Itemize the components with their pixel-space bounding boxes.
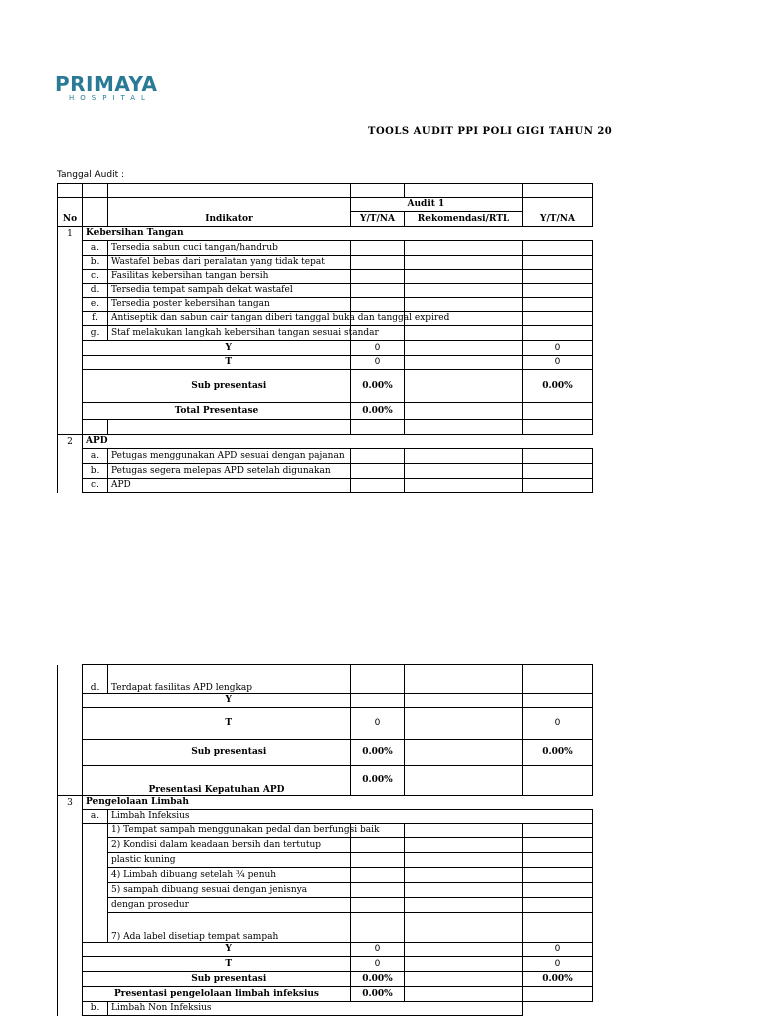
answer-cell-2[interactable] xyxy=(523,853,593,868)
blank-cell xyxy=(58,341,83,356)
y-value: 0 xyxy=(351,943,405,957)
item-text: Tersedia poster kebersihan tangan xyxy=(108,298,351,312)
table-row xyxy=(58,449,593,464)
answer-cell-2[interactable] xyxy=(523,883,593,898)
t-value: 0 xyxy=(351,708,405,740)
blank-cell xyxy=(58,740,83,766)
blank-cell xyxy=(405,403,523,420)
blank-cell xyxy=(58,838,83,853)
item-text: Tersedia tempat sampah dekat wastafel xyxy=(108,284,351,298)
blank-cell xyxy=(58,898,83,913)
answer-cell-2[interactable] xyxy=(523,270,593,284)
answer-cell[interactable] xyxy=(351,298,405,312)
t-label: T xyxy=(108,708,351,740)
blank-cell xyxy=(58,766,83,796)
answer-cell-2[interactable] xyxy=(523,298,593,312)
blank-cell xyxy=(58,270,83,284)
logo-wordmark: PRIMAYA xyxy=(55,72,158,96)
blank-cell xyxy=(58,853,83,868)
answer-cell[interactable] xyxy=(351,449,405,464)
blank-cell xyxy=(523,184,593,198)
recommendation-cell[interactable] xyxy=(405,449,523,464)
blank-cell xyxy=(83,341,108,356)
blank-cell xyxy=(83,824,108,838)
item-letter: c. xyxy=(83,479,108,493)
blank-cell xyxy=(405,420,523,435)
table-row xyxy=(58,312,593,326)
recommendation-cell[interactable] xyxy=(405,256,523,270)
blank-cell xyxy=(58,420,83,435)
document-title: TOOLS AUDIT PPI POLI GIGI TAHUN 20 xyxy=(368,126,613,137)
header-blank xyxy=(108,198,351,212)
t-value-2: 0 xyxy=(523,957,593,972)
blank-cell xyxy=(351,694,405,708)
recommendation-cell[interactable] xyxy=(405,898,523,913)
total-presentase-value: 0.00% xyxy=(351,403,405,420)
total-presentase-label: Total Presentase xyxy=(83,403,351,420)
table-row xyxy=(58,824,593,838)
blank-cell xyxy=(58,284,83,298)
recommendation-cell[interactable] xyxy=(405,479,523,493)
blank-cell xyxy=(83,184,108,198)
y-value-2: 0 xyxy=(523,341,593,356)
item-text: plastic kuning xyxy=(108,853,351,868)
blank-cell xyxy=(523,420,593,435)
blank-cell xyxy=(58,356,83,370)
blank-cell xyxy=(58,868,83,883)
blank-cell xyxy=(83,972,108,987)
blank-cell xyxy=(523,694,593,708)
item-text: Fasilitas kebersihan tangan bersih xyxy=(108,270,351,284)
kepatuhan-apd-label: Presentasi Kepatuhan APD xyxy=(83,766,351,796)
blank-cell xyxy=(58,665,83,694)
y-label: Y xyxy=(108,694,351,708)
answer-cell-2[interactable] xyxy=(523,464,593,479)
header-indikator: Indikator xyxy=(108,212,351,227)
sub-presentasi-value-2: 0.00% xyxy=(523,972,593,987)
recommendation-cell[interactable] xyxy=(405,868,523,883)
sub-presentasi-value-2: 0.00% xyxy=(523,740,593,766)
item-text: 1) Tempat sampah menggunakan pedal dan berfungsi baik xyxy=(108,824,351,838)
primaya-hospital-logo xyxy=(55,72,175,102)
item-text: Wastafel bebas dari peralatan yang tidak tepat xyxy=(108,256,351,270)
blank-cell xyxy=(58,883,83,898)
recommendation-cell[interactable] xyxy=(405,284,523,298)
header-blank xyxy=(83,212,108,227)
table-row xyxy=(58,868,593,883)
answer-cell[interactable] xyxy=(351,256,405,270)
table-row xyxy=(58,270,593,284)
item-text: Tersedia sabun cuci tangan/handrub xyxy=(108,241,351,256)
item-letter: a. xyxy=(83,241,108,256)
answer-cell-2[interactable] xyxy=(523,665,593,694)
answer-cell[interactable] xyxy=(351,479,405,493)
item-letter: g. xyxy=(83,326,108,341)
sub-presentasi-value: 0.00% xyxy=(351,740,405,766)
section-number: 2 xyxy=(58,435,83,449)
answer-cell-2[interactable] xyxy=(523,449,593,464)
blank-cell xyxy=(58,479,83,493)
answer-cell-2[interactable] xyxy=(523,256,593,270)
y-label: Y xyxy=(108,943,351,957)
sub-section-letter: a. xyxy=(83,810,108,824)
recommendation-cell[interactable] xyxy=(405,665,523,694)
recommendation-cell[interactable] xyxy=(405,883,523,898)
kepatuhan-apd-value: 0.00% xyxy=(351,766,405,796)
blank-cell xyxy=(58,943,83,957)
blank-cell xyxy=(405,694,523,708)
answer-cell-2[interactable] xyxy=(523,898,593,913)
item-text: APD xyxy=(108,479,351,493)
blank-cell xyxy=(405,972,523,987)
table-row xyxy=(58,838,593,853)
blank-cell xyxy=(83,838,108,853)
blank-cell xyxy=(58,449,83,464)
recommendation-cell[interactable] xyxy=(405,838,523,853)
header-ytna-2: Y/T/NA xyxy=(523,212,593,227)
recommendation-cell[interactable] xyxy=(405,298,523,312)
y-value-2: 0 xyxy=(523,943,593,957)
blank-cell xyxy=(58,326,83,341)
item-letter: b. xyxy=(83,464,108,479)
logo-subtitle: HOSPITAL xyxy=(69,94,151,102)
blank-cell xyxy=(58,708,83,740)
blank-cell xyxy=(83,913,108,943)
blank-cell xyxy=(523,766,593,796)
answer-cell[interactable] xyxy=(351,883,405,898)
section-number: 1 xyxy=(58,227,83,241)
blank-cell xyxy=(108,420,351,435)
answer-cell[interactable] xyxy=(351,241,405,256)
blank-cell xyxy=(523,1002,593,1016)
audit-date-label: Tanggal Audit : xyxy=(57,170,125,180)
limbah-infeksius-value: 0.00% xyxy=(351,987,405,1002)
blank-cell xyxy=(405,184,523,198)
header-rekomendasi: Rekomendasi/RTL xyxy=(405,212,523,227)
item-letter: d. xyxy=(83,665,108,694)
answer-cell[interactable] xyxy=(351,838,405,853)
item-text: Staf melakukan langkah kebersihan tangan sesuai standar xyxy=(108,326,351,341)
answer-cell[interactable] xyxy=(351,853,405,868)
blank-cell xyxy=(523,403,593,420)
item-text: Terdapat fasilitas APD lengkap xyxy=(108,665,351,694)
table-row xyxy=(58,241,593,256)
blank-cell xyxy=(58,913,83,943)
answer-cell-2[interactable] xyxy=(523,326,593,341)
recommendation-cell[interactable] xyxy=(405,853,523,868)
blank-cell xyxy=(405,957,523,972)
blank-cell xyxy=(523,810,593,824)
t-label: T xyxy=(108,356,351,370)
table-row xyxy=(58,298,593,312)
blank-cell xyxy=(58,824,83,838)
blank-cell xyxy=(58,694,83,708)
recommendation-cell[interactable] xyxy=(405,913,523,943)
blank-cell xyxy=(351,420,405,435)
blank-cell xyxy=(58,256,83,270)
blank-cell xyxy=(83,740,108,766)
table-row xyxy=(58,913,593,943)
blank-cell xyxy=(58,464,83,479)
blank-cell xyxy=(405,740,523,766)
recommendation-cell[interactable] xyxy=(405,824,523,838)
header-audit-1 xyxy=(351,198,405,212)
answer-cell[interactable] xyxy=(351,868,405,883)
answer-cell-2[interactable] xyxy=(523,284,593,298)
sub-presentasi-label: Sub presentasi xyxy=(108,740,351,766)
table-row xyxy=(58,326,593,341)
y-label: Y xyxy=(108,341,351,356)
item-text: Petugas menggunakan APD sesuai dengan pajanan xyxy=(108,449,351,464)
item-text: 7) Ada label disetiap tempat sampah xyxy=(108,913,351,943)
blank-cell xyxy=(405,341,523,356)
item-letter: b. xyxy=(83,256,108,270)
blank-cell xyxy=(83,420,108,435)
blank-cell xyxy=(523,987,593,1002)
blank-cell xyxy=(405,943,523,957)
answer-cell[interactable] xyxy=(351,898,405,913)
table-row xyxy=(58,898,593,913)
blank-cell xyxy=(83,370,108,403)
blank-cell xyxy=(58,1002,83,1016)
blank-cell xyxy=(58,810,83,824)
item-text: 2) Kondisi dalam keadaan bersih dan tertutup xyxy=(108,838,351,853)
answer-cell[interactable] xyxy=(351,270,405,284)
blank-cell xyxy=(83,853,108,868)
limbah-infeksius-label: Presentasi pengelolaan limbah infeksius xyxy=(83,987,351,1002)
blank-cell xyxy=(58,957,83,972)
item-text: Antiseptik dan sabun cair tangan diberi tanggal buka dan tanggal expired xyxy=(108,312,351,326)
section-title: Kebersihan Tangan xyxy=(83,227,593,241)
item-text: Petugas segera melepas APD setelah digunakan xyxy=(108,464,351,479)
answer-cell[interactable] xyxy=(351,665,405,694)
item-letter: d. xyxy=(83,284,108,298)
y-value: 0 xyxy=(351,341,405,356)
audit-table-part-2 xyxy=(57,664,593,1016)
blank-cell xyxy=(58,987,83,1002)
item-text: dengan prosedur xyxy=(108,898,351,913)
blank-cell xyxy=(83,943,108,957)
sub-presentasi-value: 0.00% xyxy=(351,972,405,987)
sub-presentasi-value-2: 0.00% xyxy=(523,370,593,403)
recommendation-cell[interactable] xyxy=(405,464,523,479)
answer-cell-2[interactable] xyxy=(523,913,593,943)
section-title: APD xyxy=(83,435,593,449)
t-value-2: 0 xyxy=(523,356,593,370)
blank-cell xyxy=(405,708,523,740)
item-text: 5) sampah dibuang sesuai dengan jenisnya xyxy=(108,883,351,898)
blank-cell xyxy=(351,184,405,198)
audit-table-part-1 xyxy=(57,183,593,493)
recommendation-cell[interactable] xyxy=(405,241,523,256)
sub-presentasi-value: 0.00% xyxy=(351,370,405,403)
blank-cell xyxy=(83,708,108,740)
blank-cell xyxy=(58,298,83,312)
header-no: No xyxy=(58,212,83,227)
t-value-2: 0 xyxy=(523,708,593,740)
blank-cell xyxy=(83,868,108,883)
answer-cell[interactable] xyxy=(351,284,405,298)
answer-cell-2[interactable] xyxy=(523,479,593,493)
section-number: 3 xyxy=(58,796,83,810)
blank-cell xyxy=(83,356,108,370)
table-row xyxy=(58,464,593,479)
sub-section-title: Limbah Infeksius xyxy=(108,810,523,824)
answer-cell-2[interactable] xyxy=(523,868,593,883)
t-label: T xyxy=(108,957,351,972)
t-value: 0 xyxy=(351,957,405,972)
recommendation-cell[interactable] xyxy=(405,326,523,341)
t-value: 0 xyxy=(351,356,405,370)
sub-section-letter: b. xyxy=(83,1002,108,1016)
blank-cell xyxy=(83,694,108,708)
header-blank xyxy=(523,198,593,212)
blank-cell xyxy=(405,766,523,796)
table-row xyxy=(58,479,593,493)
answer-cell[interactable] xyxy=(351,464,405,479)
answer-cell-2[interactable] xyxy=(523,241,593,256)
item-letter: a. xyxy=(83,449,108,464)
header-audit-1-label: Audit 1 xyxy=(405,198,523,212)
blank-cell xyxy=(405,370,523,403)
blank-cell xyxy=(83,883,108,898)
header-ytna: Y/T/NA xyxy=(351,212,405,227)
item-text: 4) Limbah dibuang setelah ¾ penuh xyxy=(108,868,351,883)
item-letter: e. xyxy=(83,298,108,312)
item-letter: c. xyxy=(83,270,108,284)
header-blank xyxy=(58,198,83,212)
table-row xyxy=(58,256,593,270)
blank-cell xyxy=(58,241,83,256)
blank-cell xyxy=(58,370,83,403)
blank-cell xyxy=(58,972,83,987)
answer-cell-2[interactable] xyxy=(523,824,593,838)
table-row xyxy=(58,853,593,868)
blank-cell xyxy=(83,957,108,972)
answer-cell-2[interactable] xyxy=(523,312,593,326)
answer-cell[interactable] xyxy=(351,913,405,943)
table-row xyxy=(58,284,593,298)
blank-cell xyxy=(108,184,351,198)
blank-cell xyxy=(405,987,523,1002)
section-title: Pengelolaan Limbah xyxy=(83,796,593,810)
blank-cell xyxy=(58,184,83,198)
table-row xyxy=(58,883,593,898)
blank-cell xyxy=(405,356,523,370)
blank-cell xyxy=(58,312,83,326)
blank-cell xyxy=(83,898,108,913)
table-row xyxy=(58,665,593,694)
recommendation-cell[interactable] xyxy=(405,270,523,284)
item-letter: f. xyxy=(83,312,108,326)
sub-section-title: Limbah Non Infeksius xyxy=(108,1002,523,1016)
answer-cell-2[interactable] xyxy=(523,838,593,853)
header-blank xyxy=(83,198,108,212)
blank-cell xyxy=(58,403,83,420)
sub-presentasi-label: Sub presentasi xyxy=(108,370,351,403)
sub-presentasi-label: Sub presentasi xyxy=(108,972,351,987)
